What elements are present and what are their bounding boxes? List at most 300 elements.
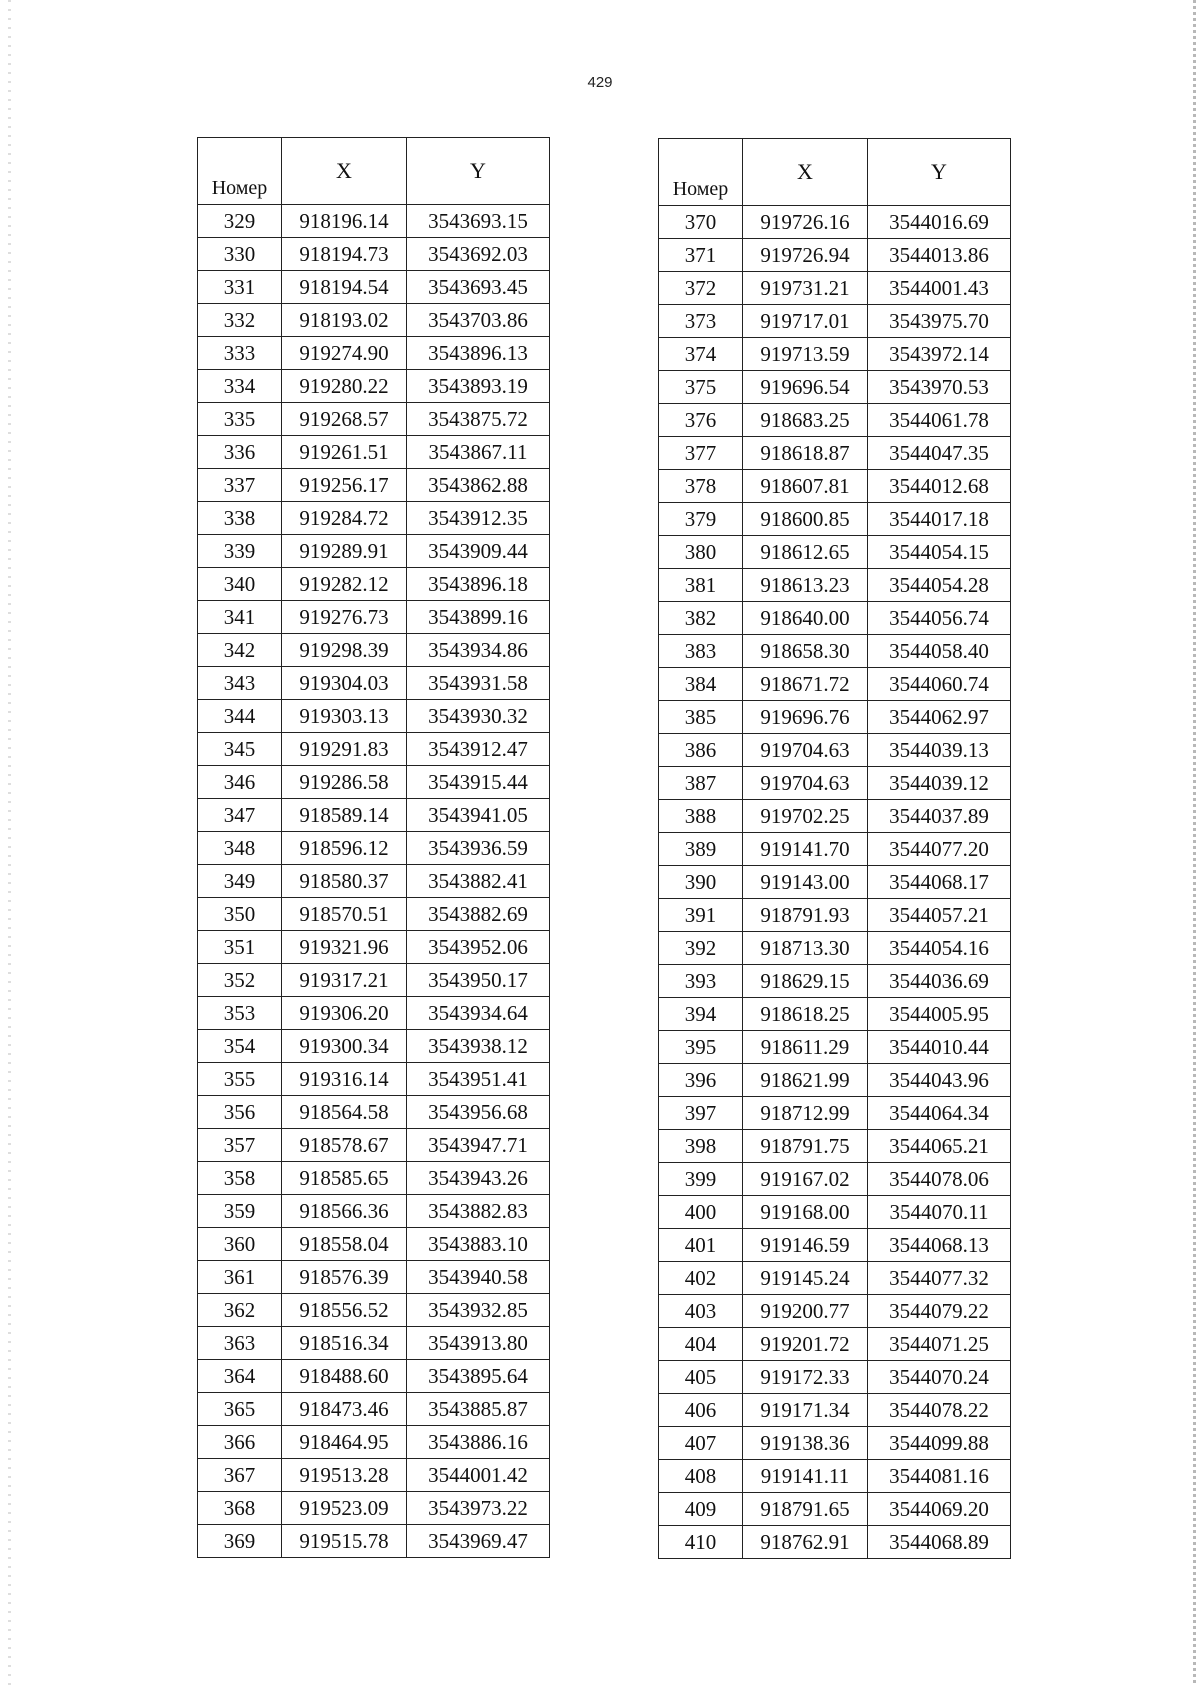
cell-y: 3544068.13 bbox=[868, 1229, 1011, 1262]
table-row bbox=[198, 205, 550, 238]
table-row bbox=[198, 931, 550, 964]
table-row bbox=[198, 502, 550, 535]
cell-x: 919141.70 bbox=[743, 833, 868, 866]
cell-y: 3544047.35 bbox=[868, 437, 1011, 470]
cell-number: 333 bbox=[198, 337, 282, 370]
table-row bbox=[198, 1360, 550, 1393]
cell-y: 3544077.20 bbox=[868, 833, 1011, 866]
cell-number: 343 bbox=[198, 667, 282, 700]
cell-y: 3543896.18 bbox=[407, 568, 550, 601]
cell-number: 367 bbox=[198, 1459, 282, 1492]
cell-x: 919261.51 bbox=[282, 436, 407, 469]
cell-x: 919704.63 bbox=[743, 734, 868, 767]
cell-number: 360 bbox=[198, 1228, 282, 1261]
cell-y: 3544013.86 bbox=[868, 239, 1011, 272]
cell-x: 918580.37 bbox=[282, 865, 407, 898]
cell-number: 357 bbox=[198, 1129, 282, 1162]
cell-x: 918600.85 bbox=[743, 503, 868, 536]
cell-number: 395 bbox=[659, 1031, 743, 1064]
cell-number: 339 bbox=[198, 535, 282, 568]
cell-number: 387 bbox=[659, 767, 743, 800]
cell-y: 3543692.03 bbox=[407, 238, 550, 271]
table-row bbox=[198, 766, 550, 799]
cell-x: 918578.67 bbox=[282, 1129, 407, 1162]
cell-y: 3544056.74 bbox=[868, 602, 1011, 635]
cell-y: 3544069.20 bbox=[868, 1493, 1011, 1526]
cell-number: 346 bbox=[198, 766, 282, 799]
cell-y: 3544043.96 bbox=[868, 1064, 1011, 1097]
cell-number: 337 bbox=[198, 469, 282, 502]
cell-y: 3543913.80 bbox=[407, 1327, 550, 1360]
table-row bbox=[198, 535, 550, 568]
cell-y: 3544054.16 bbox=[868, 932, 1011, 965]
cell-y: 3543895.64 bbox=[407, 1360, 550, 1393]
cell-number: 374 bbox=[659, 338, 743, 371]
cell-number: 334 bbox=[198, 370, 282, 403]
cell-y: 3544081.16 bbox=[868, 1460, 1011, 1493]
cell-y: 3543940.58 bbox=[407, 1261, 550, 1294]
table-row bbox=[659, 470, 1011, 503]
cell-number: 364 bbox=[198, 1360, 282, 1393]
table-row bbox=[659, 305, 1011, 338]
table-row bbox=[198, 997, 550, 1030]
cell-y: 3544001.42 bbox=[407, 1459, 550, 1492]
cell-y: 3543934.86 bbox=[407, 634, 550, 667]
cell-y: 3543956.68 bbox=[407, 1096, 550, 1129]
cell-x: 919171.34 bbox=[743, 1394, 868, 1427]
cell-x: 919513.28 bbox=[282, 1459, 407, 1492]
table-row bbox=[198, 1162, 550, 1195]
cell-y: 3543882.69 bbox=[407, 898, 550, 931]
table-row bbox=[198, 1393, 550, 1426]
cell-number: 381 bbox=[659, 569, 743, 602]
table-row bbox=[659, 602, 1011, 635]
cell-x: 918611.29 bbox=[743, 1031, 868, 1064]
table-row bbox=[659, 503, 1011, 536]
cell-number: 332 bbox=[198, 304, 282, 337]
table-row bbox=[659, 1427, 1011, 1460]
table-row bbox=[198, 700, 550, 733]
cell-x: 919696.54 bbox=[743, 371, 868, 404]
cell-number: 393 bbox=[659, 965, 743, 998]
cell-number: 377 bbox=[659, 437, 743, 470]
cell-x: 918516.34 bbox=[282, 1327, 407, 1360]
cell-x: 918196.14 bbox=[282, 205, 407, 238]
cell-y: 3543886.16 bbox=[407, 1426, 550, 1459]
table-row bbox=[198, 370, 550, 403]
table-row bbox=[659, 437, 1011, 470]
cell-x: 919274.90 bbox=[282, 337, 407, 370]
cell-x: 918576.39 bbox=[282, 1261, 407, 1294]
cell-y: 3543912.35 bbox=[407, 502, 550, 535]
cell-y: 3543973.22 bbox=[407, 1492, 550, 1525]
cell-y: 3544016.69 bbox=[868, 206, 1011, 239]
cell-x: 918791.75 bbox=[743, 1130, 868, 1163]
cell-y: 3543931.58 bbox=[407, 667, 550, 700]
page-number: 429 bbox=[587, 74, 613, 91]
cell-y: 3544017.18 bbox=[868, 503, 1011, 536]
cell-x: 919726.16 bbox=[743, 206, 868, 239]
cell-number: 399 bbox=[659, 1163, 743, 1196]
cell-x: 918607.81 bbox=[743, 470, 868, 503]
cell-x: 919317.21 bbox=[282, 964, 407, 997]
cell-x: 919717.01 bbox=[743, 305, 868, 338]
table-row bbox=[198, 799, 550, 832]
cell-y: 3544001.43 bbox=[868, 272, 1011, 305]
cell-number: 397 bbox=[659, 1097, 743, 1130]
table-row bbox=[659, 1493, 1011, 1526]
cell-number: 355 bbox=[198, 1063, 282, 1096]
table-row bbox=[659, 866, 1011, 899]
cell-y: 3544064.34 bbox=[868, 1097, 1011, 1130]
cell-number: 400 bbox=[659, 1196, 743, 1229]
header-y: Y bbox=[868, 139, 1011, 206]
cell-number: 331 bbox=[198, 271, 282, 304]
cell-number: 338 bbox=[198, 502, 282, 535]
cell-x: 919306.20 bbox=[282, 997, 407, 1030]
cell-number: 372 bbox=[659, 272, 743, 305]
cell-x: 918564.58 bbox=[282, 1096, 407, 1129]
cell-y: 3543693.45 bbox=[407, 271, 550, 304]
cell-number: 336 bbox=[198, 436, 282, 469]
table-row bbox=[659, 1328, 1011, 1361]
cell-x: 918791.93 bbox=[743, 899, 868, 932]
cell-y: 3543882.83 bbox=[407, 1195, 550, 1228]
cell-y: 3543947.71 bbox=[407, 1129, 550, 1162]
table-row bbox=[198, 1030, 550, 1063]
cell-x: 918556.52 bbox=[282, 1294, 407, 1327]
cell-number: 408 bbox=[659, 1460, 743, 1493]
cell-y: 3543915.44 bbox=[407, 766, 550, 799]
table-row bbox=[659, 569, 1011, 602]
cell-number: 410 bbox=[659, 1526, 743, 1559]
cell-y: 3543941.05 bbox=[407, 799, 550, 832]
table-row bbox=[198, 1327, 550, 1360]
scan-edge-left bbox=[8, 0, 11, 1685]
table-row bbox=[659, 833, 1011, 866]
cell-y: 3543975.70 bbox=[868, 305, 1011, 338]
table-row bbox=[198, 667, 550, 700]
table-row bbox=[659, 965, 1011, 998]
cell-y: 3543930.32 bbox=[407, 700, 550, 733]
cell-number: 361 bbox=[198, 1261, 282, 1294]
header-x: X bbox=[282, 138, 407, 205]
table-row bbox=[198, 601, 550, 634]
cell-x: 919289.91 bbox=[282, 535, 407, 568]
cell-x: 919316.14 bbox=[282, 1063, 407, 1096]
cell-number: 380 bbox=[659, 536, 743, 569]
header-x: X bbox=[743, 139, 868, 206]
cell-y: 3544039.12 bbox=[868, 767, 1011, 800]
cell-number: 341 bbox=[198, 601, 282, 634]
table-row bbox=[659, 932, 1011, 965]
cell-y: 3544057.21 bbox=[868, 899, 1011, 932]
cell-y: 3544078.06 bbox=[868, 1163, 1011, 1196]
cell-number: 370 bbox=[659, 206, 743, 239]
cell-y: 3544036.69 bbox=[868, 965, 1011, 998]
cell-x: 918613.23 bbox=[743, 569, 868, 602]
table-row bbox=[659, 338, 1011, 371]
table-row bbox=[198, 238, 550, 271]
cell-x: 918712.99 bbox=[743, 1097, 868, 1130]
cell-y: 3544058.40 bbox=[868, 635, 1011, 668]
cell-x: 919141.11 bbox=[743, 1460, 868, 1493]
table-row bbox=[659, 1526, 1011, 1559]
cell-y: 3543936.59 bbox=[407, 832, 550, 865]
cell-number: 359 bbox=[198, 1195, 282, 1228]
cell-number: 340 bbox=[198, 568, 282, 601]
scan-edge-right bbox=[1193, 0, 1196, 1685]
cell-y: 3543943.26 bbox=[407, 1162, 550, 1195]
cell-number: 373 bbox=[659, 305, 743, 338]
table-row bbox=[659, 1196, 1011, 1229]
cell-x: 918566.36 bbox=[282, 1195, 407, 1228]
table-row bbox=[659, 767, 1011, 800]
cell-x: 919200.77 bbox=[743, 1295, 868, 1328]
cell-x: 919696.76 bbox=[743, 701, 868, 734]
cell-number: 371 bbox=[659, 239, 743, 272]
cell-y: 3544005.95 bbox=[868, 998, 1011, 1031]
table-row bbox=[659, 1361, 1011, 1394]
cell-y: 3544054.15 bbox=[868, 536, 1011, 569]
header-number: Номер bbox=[659, 139, 743, 206]
cell-y: 3543893.19 bbox=[407, 370, 550, 403]
cell-y: 3543883.10 bbox=[407, 1228, 550, 1261]
cell-x: 918762.91 bbox=[743, 1526, 868, 1559]
cell-y: 3543934.64 bbox=[407, 997, 550, 1030]
cell-number: 335 bbox=[198, 403, 282, 436]
cell-x: 919702.25 bbox=[743, 800, 868, 833]
cell-x: 919268.57 bbox=[282, 403, 407, 436]
cell-y: 3543969.47 bbox=[407, 1525, 550, 1558]
cell-number: 376 bbox=[659, 404, 743, 437]
cell-x: 918558.04 bbox=[282, 1228, 407, 1261]
table-row bbox=[198, 304, 550, 337]
table-row bbox=[198, 1459, 550, 1492]
cell-y: 3543885.87 bbox=[407, 1393, 550, 1426]
cell-x: 919321.96 bbox=[282, 931, 407, 964]
cell-x: 919726.94 bbox=[743, 239, 868, 272]
cell-x: 918570.51 bbox=[282, 898, 407, 931]
cell-y: 3543867.11 bbox=[407, 436, 550, 469]
cell-y: 3543899.16 bbox=[407, 601, 550, 634]
table-row bbox=[198, 964, 550, 997]
cell-y: 3544078.22 bbox=[868, 1394, 1011, 1427]
table-row bbox=[659, 1064, 1011, 1097]
cell-y: 3544060.74 bbox=[868, 668, 1011, 701]
table-row bbox=[659, 1460, 1011, 1493]
coordinates-table-right bbox=[658, 138, 1011, 1559]
cell-y: 3544039.13 bbox=[868, 734, 1011, 767]
cell-x: 919300.34 bbox=[282, 1030, 407, 1063]
cell-y: 3544010.44 bbox=[868, 1031, 1011, 1064]
table-row bbox=[659, 701, 1011, 734]
cell-x: 919167.02 bbox=[743, 1163, 868, 1196]
cell-number: 353 bbox=[198, 997, 282, 1030]
cell-x: 918194.73 bbox=[282, 238, 407, 271]
cell-x: 918596.12 bbox=[282, 832, 407, 865]
table-row bbox=[198, 337, 550, 370]
table-row bbox=[198, 403, 550, 436]
cell-number: 406 bbox=[659, 1394, 743, 1427]
cell-x: 918618.25 bbox=[743, 998, 868, 1031]
table-row bbox=[659, 734, 1011, 767]
cell-y: 3544070.11 bbox=[868, 1196, 1011, 1229]
cell-x: 919280.22 bbox=[282, 370, 407, 403]
cell-x: 918589.14 bbox=[282, 799, 407, 832]
table-header-row bbox=[198, 138, 550, 205]
cell-x: 918618.87 bbox=[743, 437, 868, 470]
cell-x: 919523.09 bbox=[282, 1492, 407, 1525]
cell-number: 388 bbox=[659, 800, 743, 833]
table-row bbox=[659, 1097, 1011, 1130]
cell-number: 362 bbox=[198, 1294, 282, 1327]
cell-number: 347 bbox=[198, 799, 282, 832]
cell-x: 919276.73 bbox=[282, 601, 407, 634]
table-header-row bbox=[659, 139, 1011, 206]
cell-number: 403 bbox=[659, 1295, 743, 1328]
cell-y: 3543952.06 bbox=[407, 931, 550, 964]
cell-number: 356 bbox=[198, 1096, 282, 1129]
cell-y: 3544061.78 bbox=[868, 404, 1011, 437]
table-row bbox=[659, 1163, 1011, 1196]
table-row bbox=[198, 1426, 550, 1459]
cell-x: 918464.95 bbox=[282, 1426, 407, 1459]
cell-x: 918683.25 bbox=[743, 404, 868, 437]
cell-number: 354 bbox=[198, 1030, 282, 1063]
table-row bbox=[659, 668, 1011, 701]
coordinates-table-left bbox=[197, 137, 550, 1558]
table-row bbox=[198, 1228, 550, 1261]
table-row bbox=[198, 898, 550, 931]
cell-number: 329 bbox=[198, 205, 282, 238]
cell-number: 352 bbox=[198, 964, 282, 997]
table-row bbox=[659, 635, 1011, 668]
cell-number: 391 bbox=[659, 899, 743, 932]
table-row bbox=[659, 998, 1011, 1031]
table-row bbox=[659, 1295, 1011, 1328]
cell-x: 919143.00 bbox=[743, 866, 868, 899]
cell-x: 919515.78 bbox=[282, 1525, 407, 1558]
cell-y: 3543938.12 bbox=[407, 1030, 550, 1063]
table-row bbox=[198, 469, 550, 502]
cell-x: 918193.02 bbox=[282, 304, 407, 337]
table-row bbox=[659, 206, 1011, 239]
table-row bbox=[198, 1492, 550, 1525]
cell-number: 368 bbox=[198, 1492, 282, 1525]
cell-x: 919291.83 bbox=[282, 733, 407, 766]
cell-number: 363 bbox=[198, 1327, 282, 1360]
cell-number: 384 bbox=[659, 668, 743, 701]
cell-number: 409 bbox=[659, 1493, 743, 1526]
cell-number: 369 bbox=[198, 1525, 282, 1558]
header-y: Y bbox=[407, 138, 550, 205]
cell-number: 350 bbox=[198, 898, 282, 931]
cell-number: 385 bbox=[659, 701, 743, 734]
table-row bbox=[659, 536, 1011, 569]
cell-x: 919282.12 bbox=[282, 568, 407, 601]
cell-number: 390 bbox=[659, 866, 743, 899]
header-number: Номер bbox=[198, 138, 282, 205]
cell-number: 378 bbox=[659, 470, 743, 503]
table-row bbox=[198, 436, 550, 469]
cell-x: 919704.63 bbox=[743, 767, 868, 800]
cell-y: 3544079.22 bbox=[868, 1295, 1011, 1328]
cell-y: 3544062.97 bbox=[868, 701, 1011, 734]
table-row bbox=[659, 1394, 1011, 1427]
cell-x: 919298.39 bbox=[282, 634, 407, 667]
cell-x: 919145.24 bbox=[743, 1262, 868, 1295]
cell-y: 3543950.17 bbox=[407, 964, 550, 997]
cell-y: 3544068.17 bbox=[868, 866, 1011, 899]
cell-y: 3544065.21 bbox=[868, 1130, 1011, 1163]
cell-number: 392 bbox=[659, 932, 743, 965]
cell-x: 918713.30 bbox=[743, 932, 868, 965]
cell-number: 398 bbox=[659, 1130, 743, 1163]
table-row bbox=[659, 1229, 1011, 1262]
cell-y: 3543703.86 bbox=[407, 304, 550, 337]
cell-number: 379 bbox=[659, 503, 743, 536]
cell-y: 3543972.14 bbox=[868, 338, 1011, 371]
table-row bbox=[659, 404, 1011, 437]
cell-number: 348 bbox=[198, 832, 282, 865]
cell-number: 404 bbox=[659, 1328, 743, 1361]
table-row bbox=[659, 272, 1011, 305]
table-row bbox=[198, 1261, 550, 1294]
cell-number: 358 bbox=[198, 1162, 282, 1195]
cell-x: 919284.72 bbox=[282, 502, 407, 535]
cell-x: 918585.65 bbox=[282, 1162, 407, 1195]
cell-x: 919731.21 bbox=[743, 272, 868, 305]
table-row bbox=[659, 1130, 1011, 1163]
table-row bbox=[198, 1294, 550, 1327]
table-row bbox=[659, 1262, 1011, 1295]
cell-x: 918791.65 bbox=[743, 1493, 868, 1526]
table-row bbox=[198, 271, 550, 304]
cell-y: 3544077.32 bbox=[868, 1262, 1011, 1295]
cell-number: 401 bbox=[659, 1229, 743, 1262]
table-row bbox=[198, 832, 550, 865]
cell-x: 918488.60 bbox=[282, 1360, 407, 1393]
cell-y: 3544012.68 bbox=[868, 470, 1011, 503]
table-row bbox=[198, 733, 550, 766]
cell-x: 919256.17 bbox=[282, 469, 407, 502]
table-row bbox=[198, 1096, 550, 1129]
cell-x: 918473.46 bbox=[282, 1393, 407, 1426]
cell-y: 3543970.53 bbox=[868, 371, 1011, 404]
cell-y: 3544071.25 bbox=[868, 1328, 1011, 1361]
cell-number: 351 bbox=[198, 931, 282, 964]
cell-y: 3543932.85 bbox=[407, 1294, 550, 1327]
cell-x: 919146.59 bbox=[743, 1229, 868, 1262]
cell-number: 382 bbox=[659, 602, 743, 635]
cell-x: 919286.58 bbox=[282, 766, 407, 799]
cell-number: 342 bbox=[198, 634, 282, 667]
table-row bbox=[659, 800, 1011, 833]
table-row bbox=[198, 865, 550, 898]
cell-y: 3543909.44 bbox=[407, 535, 550, 568]
cell-y: 3544037.89 bbox=[868, 800, 1011, 833]
cell-number: 402 bbox=[659, 1262, 743, 1295]
cell-number: 389 bbox=[659, 833, 743, 866]
cell-x: 918629.15 bbox=[743, 965, 868, 998]
cell-y: 3543882.41 bbox=[407, 865, 550, 898]
cell-y: 3543693.15 bbox=[407, 205, 550, 238]
cell-number: 383 bbox=[659, 635, 743, 668]
cell-number: 394 bbox=[659, 998, 743, 1031]
cell-number: 405 bbox=[659, 1361, 743, 1394]
table-row bbox=[198, 1129, 550, 1162]
